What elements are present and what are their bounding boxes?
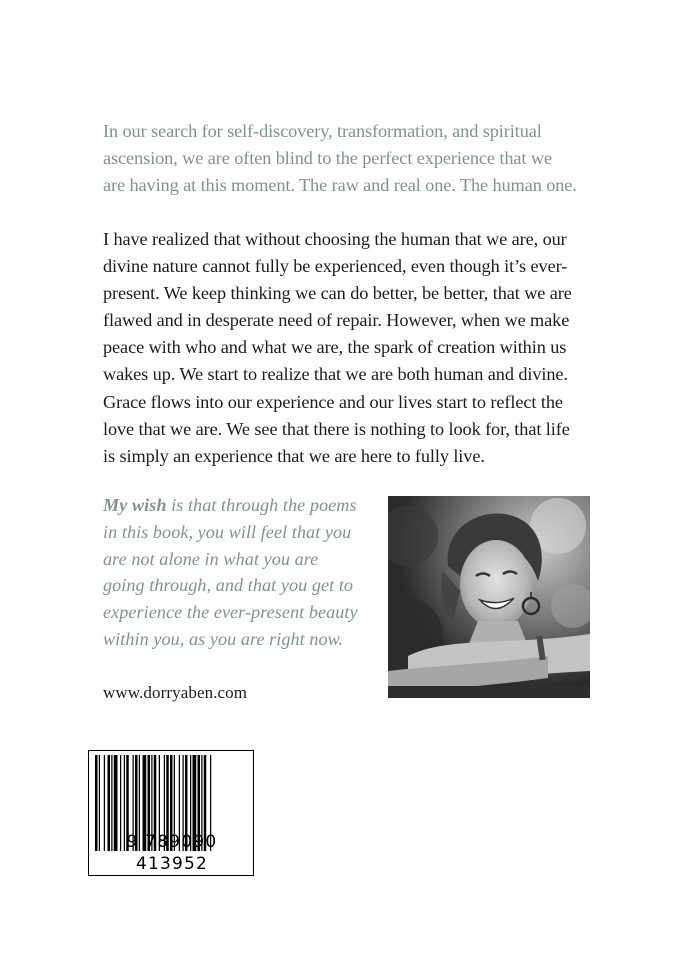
- wish-line: within you, as you are right now.: [103, 628, 344, 649]
- author-photo: [388, 496, 590, 698]
- wish-line: experience the ever-present beauty: [103, 602, 358, 623]
- wish-line: going through, and that you get to: [103, 575, 354, 596]
- body-line: peace with who and what we are, the spark of creation within us: [103, 337, 567, 358]
- body-line: Grace flows into our experience and our lives start to reflect the: [103, 391, 563, 412]
- body-line: love that we are. We see that there is nothing to look for, that life: [103, 418, 570, 439]
- intro-line: are having at this moment. The raw and real one. The human one.: [103, 175, 577, 195]
- body-line: I have realized that without choosing the human that we are, our: [103, 229, 567, 249]
- body-line: wakes up. We start to realize that we are both human and divine.: [103, 364, 568, 385]
- wish-first-rest: is that through the poems: [166, 495, 357, 515]
- wish-first-line: [103, 492, 383, 519]
- intro-paragraph: [103, 118, 623, 199]
- wish-lead: My wish: [103, 495, 167, 515]
- website-link[interactable]: www.dorryaben.com: [103, 683, 248, 702]
- isbn-number: 9 789090 413952: [126, 832, 218, 874]
- author-photo-illustration: [388, 496, 590, 698]
- intro-line: ascension, we are often blind to the perfect experience that we: [103, 148, 553, 168]
- wish-paragraph: [103, 492, 383, 653]
- wish-line: are not alone in what you are: [103, 548, 319, 569]
- wish-line: in this book, you will feel that you: [103, 521, 352, 542]
- body-paragraph: [103, 226, 603, 470]
- isbn-barcode: [88, 750, 254, 876]
- body-line: divine nature cannot fully be experienced, even though it’s ever-: [103, 256, 568, 277]
- body-line: flawed and in desperate need of repair. However, when we make: [103, 310, 570, 331]
- body-line: present. We keep thinking we can do better, be better, that we are: [103, 283, 572, 304]
- body-line: is simply an experience that we are here to fully live.: [103, 445, 485, 466]
- intro-line: In our search for self-discovery, transformation, and spiritual: [103, 121, 542, 141]
